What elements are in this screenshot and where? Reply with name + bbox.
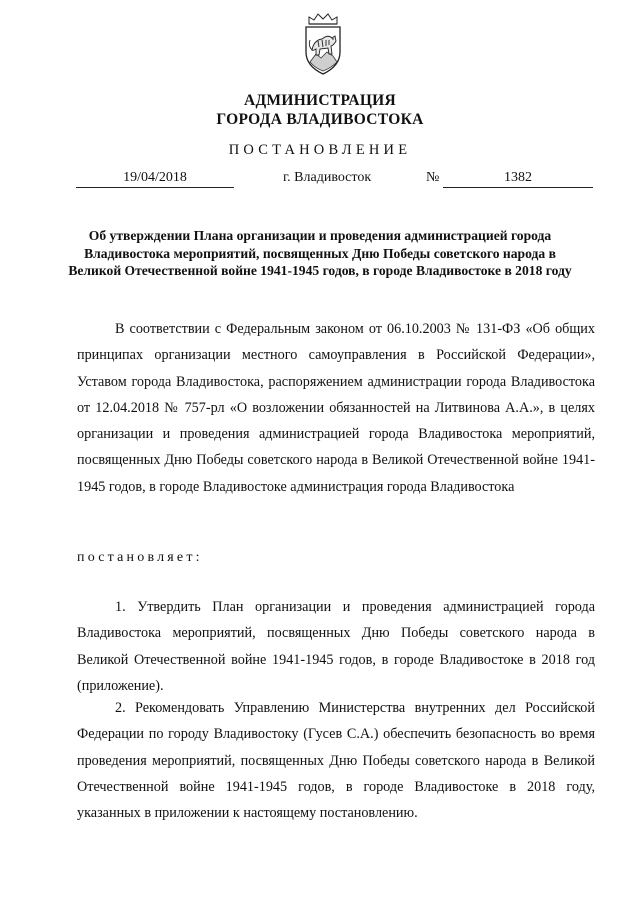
item-2-paragraph: 2. Рекомендовать Управлению Министерства внутренних дел Российской Федерации по городу Владивостоку (Гусев С.А.) обеспечить безопасность во время проведения мероприятий, посвященных Дню Победы советского народа в Великой Отечественной войне 1941-1945 годов, в городе Владивостоке в 2018 году, указанных в приложении к настоящему постановлению. [77,700,595,822]
organization-name-line1: АДМИНИСТРАЦИЯ [243,92,397,109]
document-number: 1382 [443,170,593,188]
decree-word: постановляет: [77,550,203,565]
item-1-paragraph: 1. Утвердить План организации и проведения администрацией города Владивостока мероприятий, посвященных Дню Победы советского народа в Великой Отечественной войне 1941-1945 годов, в городе Владивостоке в 2018 год (приложение). [77,599,595,694]
document-type: ПОСТАНОВЛЕНИЕ [228,142,412,158]
coat-of-arms-icon [298,10,348,80]
preamble-paragraph: В соответствии с Федеральным законом от 06.10.2003 № 131-ФЗ «Об общих принципах организации местного самоуправления в Российской Федерации», Уставом города Владивостока, распоряжением администрации города Владивостока от 12.04.2018 № 757-рл «О возложении обязанностей на Литвинова А.А.», в целях организации и проведения администрацией города Владивостока мероприятий, посвященных Дню Победы советского народа в Великой Отечественной войне 1941-1945 годов, в городе Владивостоке администрация города Владивостока [77,321,595,495]
organization-name-line2: ГОРОДА ВЛАДИВОСТОКА [216,111,424,128]
document-title: Об утверждении Плана организации и проведения администрацией города Владивостока мероприятий, посвященных Дню Победы советского народа в Великой Отечественной войне 1941-1945 годов, в городе Владивостоке в 2018 году [68,228,572,279]
document-date: 19/04/2018 [76,170,234,188]
document-number-label: № [426,170,440,185]
document-city: г. Владивосток [283,170,372,185]
